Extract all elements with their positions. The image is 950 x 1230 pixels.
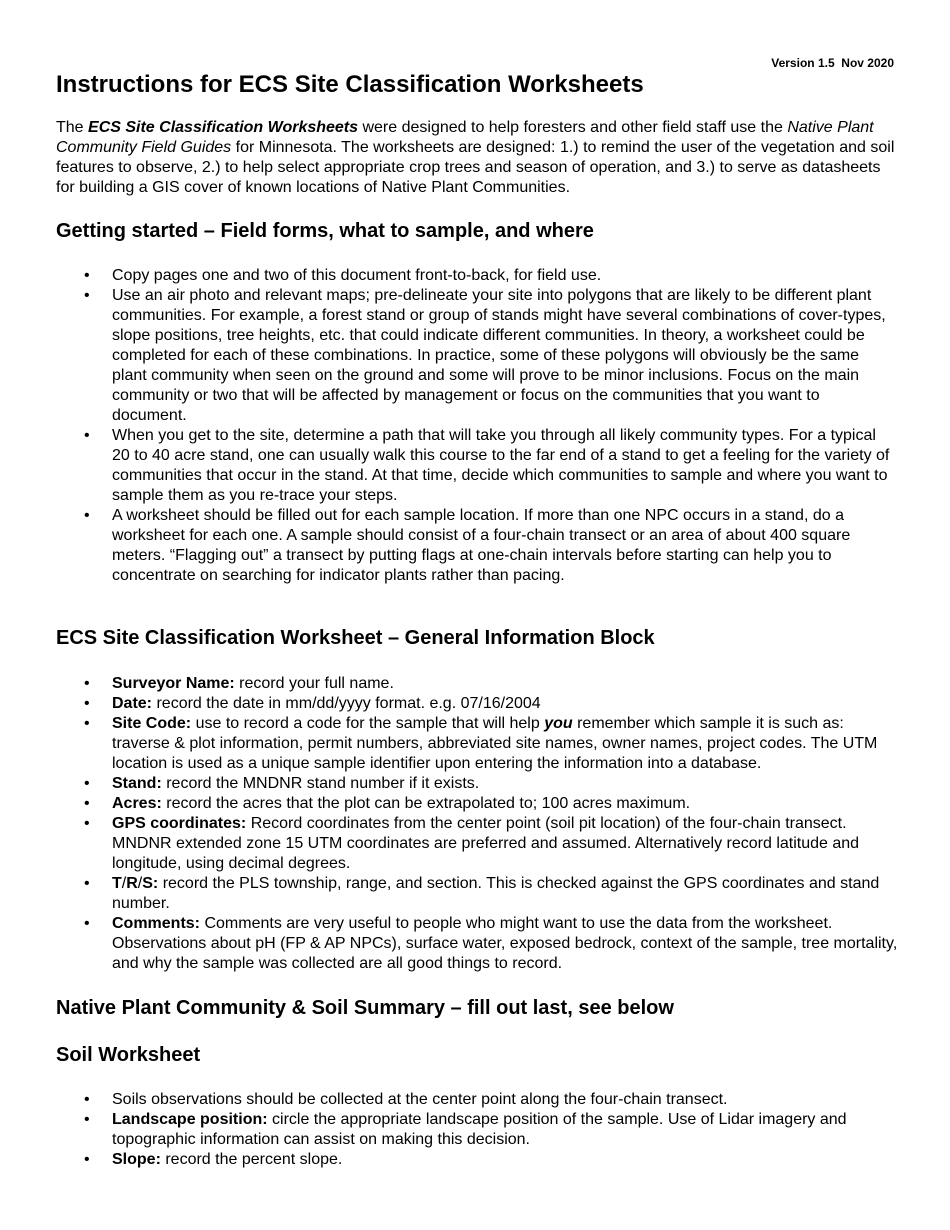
- term-description: record the PLS township, range, and section. This is checked against the GPS coordinates and stand number.: [112, 875, 880, 912]
- list-item-acres: [56, 794, 898, 814]
- list-item: • Soils observations should be collected at the center point along the four-chain transect.: [56, 1090, 898, 1110]
- list-item-surveyor: [56, 674, 898, 694]
- intro-paragraph: [56, 118, 898, 198]
- general-info-heading: ECS Site Classification Worksheet – General Information Block: [56, 627, 655, 649]
- term-label-t: T: [112, 875, 122, 892]
- version-label: Version 1.5 Nov 2020: [771, 56, 894, 70]
- term-description: record the percent slope.: [160, 1151, 343, 1168]
- list-item: • Use an air photo and relevant maps; pre-delineate your site into polygons that are likely to be different plant communities. For example, a forest stand or group of stands might have several combinations of cover-types, slope positions, tree heights, etc. that could indicate different communities. In theory, a worksheet could be completed for each of these combinations. In practice, some of these polygons will obviously be the same plant community when seen on the ground and some will prove to be minor inclusions. Focus on the main community or two that will be affected by management or focus on the communities that you want to document.: [56, 286, 898, 426]
- soil-worksheet-heading: Soil Worksheet: [56, 1044, 201, 1066]
- list-item-stand: [56, 774, 898, 794]
- term-label: GPS coordinates:: [112, 815, 247, 832]
- list-item-landscape: [56, 1110, 898, 1150]
- intro-text: for Minnesota. The worksheets are designed: 1.) to remind the user of the vegetation and soil features to observe, 2.) to help select appropriate crop trees and season of operation, and 3.) to serve as datasheets for building a GIS cover of known locations of Native Plant Communities.: [56, 139, 895, 196]
- term-description: Comments are very useful to people who might want to use the data from the worksheet. Observations about pH (FP & AP NPCs), surface water, exposed bedrock, context of the sample, tree mortality, and why the sample was collected are all good things to record.: [112, 915, 898, 972]
- term-description: use to record a code for the sample that will help: [191, 715, 545, 732]
- term-label: Slope:: [112, 1151, 161, 1168]
- list-item-site-code: [56, 714, 898, 774]
- term-label: Surveyor Name:: [112, 675, 235, 692]
- intro-field-guides-name: Native Plant Community Field Guides: [56, 119, 874, 156]
- term-label-r: R: [126, 875, 138, 892]
- npc-summary-heading: Native Plant Community & Soil Summary – fill out last, see below: [56, 997, 674, 1019]
- intro-text: The: [56, 119, 89, 136]
- list-item-gps: [56, 814, 898, 874]
- list-item-trs: [56, 874, 898, 914]
- term-separator: /: [137, 875, 143, 892]
- list-item: • When you get to the site, determine a path that will take you through all likely community types. For a typical 20 to 40 acre stand, one can usually walk this course to the far end of a stand to get a feeling for the variety of communities that occur in the stand. At that time, decide which communities to sample and where you want to sample them as you re-trace your steps.: [56, 426, 898, 506]
- getting-started-list: [56, 266, 898, 586]
- soil-worksheet-list: [56, 1090, 898, 1170]
- term-label: Acres:: [112, 795, 162, 812]
- page-title: Instructions for ECS Site Classification Worksheets: [56, 71, 644, 98]
- term-description: record the acres that the plot can be extrapolated to; 100 acres maximum.: [161, 795, 691, 812]
- intro-text: were designed to help foresters and other field staff use the: [358, 119, 788, 136]
- term-description: circle the appropriate landscape position of the sample. Use of Lidar imagery and topographic information can assist on making this decision.: [112, 1111, 847, 1148]
- term-label-s: S:: [142, 875, 159, 892]
- list-item: • Copy pages one and two of this document front-to-back, for field use.: [56, 266, 898, 286]
- term-label: Date:: [112, 695, 153, 712]
- term-description: record the MNDNR stand number if it exists.: [161, 775, 480, 792]
- list-item-comments: [56, 914, 898, 974]
- getting-started-heading: Getting started – Field forms, what to sample, and where: [56, 220, 594, 242]
- list-item-date: [56, 694, 898, 714]
- list-item: • A worksheet should be filled out for each sample location. If more than one NPC occurs in a stand, do a worksheet for each one. A sample should consist of a four-chain transect or an area of about 400 square meters. “Flagging out” a transect by putting flags at one-chain intervals before starting can help you to concentrate on searching for indicator plants rather than pacing.: [56, 506, 898, 586]
- term-separator: /: [121, 875, 127, 892]
- emphasis-you: you: [544, 715, 573, 732]
- term-description: remember which sample it is such as: traverse & plot information, permit numbers, abbreviated site names, owner names, project codes. The UTM location is used as a unique sample identifier upon entering the information into a database.: [112, 715, 878, 772]
- term-label: Landscape position:: [112, 1111, 268, 1128]
- term-description: record the date in mm/dd/yyyy format. e.g. 07/16/2004: [152, 695, 541, 712]
- list-item-slope: [56, 1150, 898, 1170]
- term-label: Stand:: [112, 775, 162, 792]
- general-info-list: [56, 674, 898, 974]
- term-label: Site Code:: [112, 715, 192, 732]
- term-description: Record coordinates from the center point (soil pit location) of the four-chain transect. MNDNR extended zone 15 UTM coordinates are preferred and assumed. Alternatively record latitude and longitude, using decimal degrees.: [112, 815, 860, 872]
- term-label: Comments:: [112, 915, 201, 932]
- intro-worksheets-name: ECS Site Classification Worksheets: [88, 119, 359, 136]
- term-description: record your full name.: [234, 675, 394, 692]
